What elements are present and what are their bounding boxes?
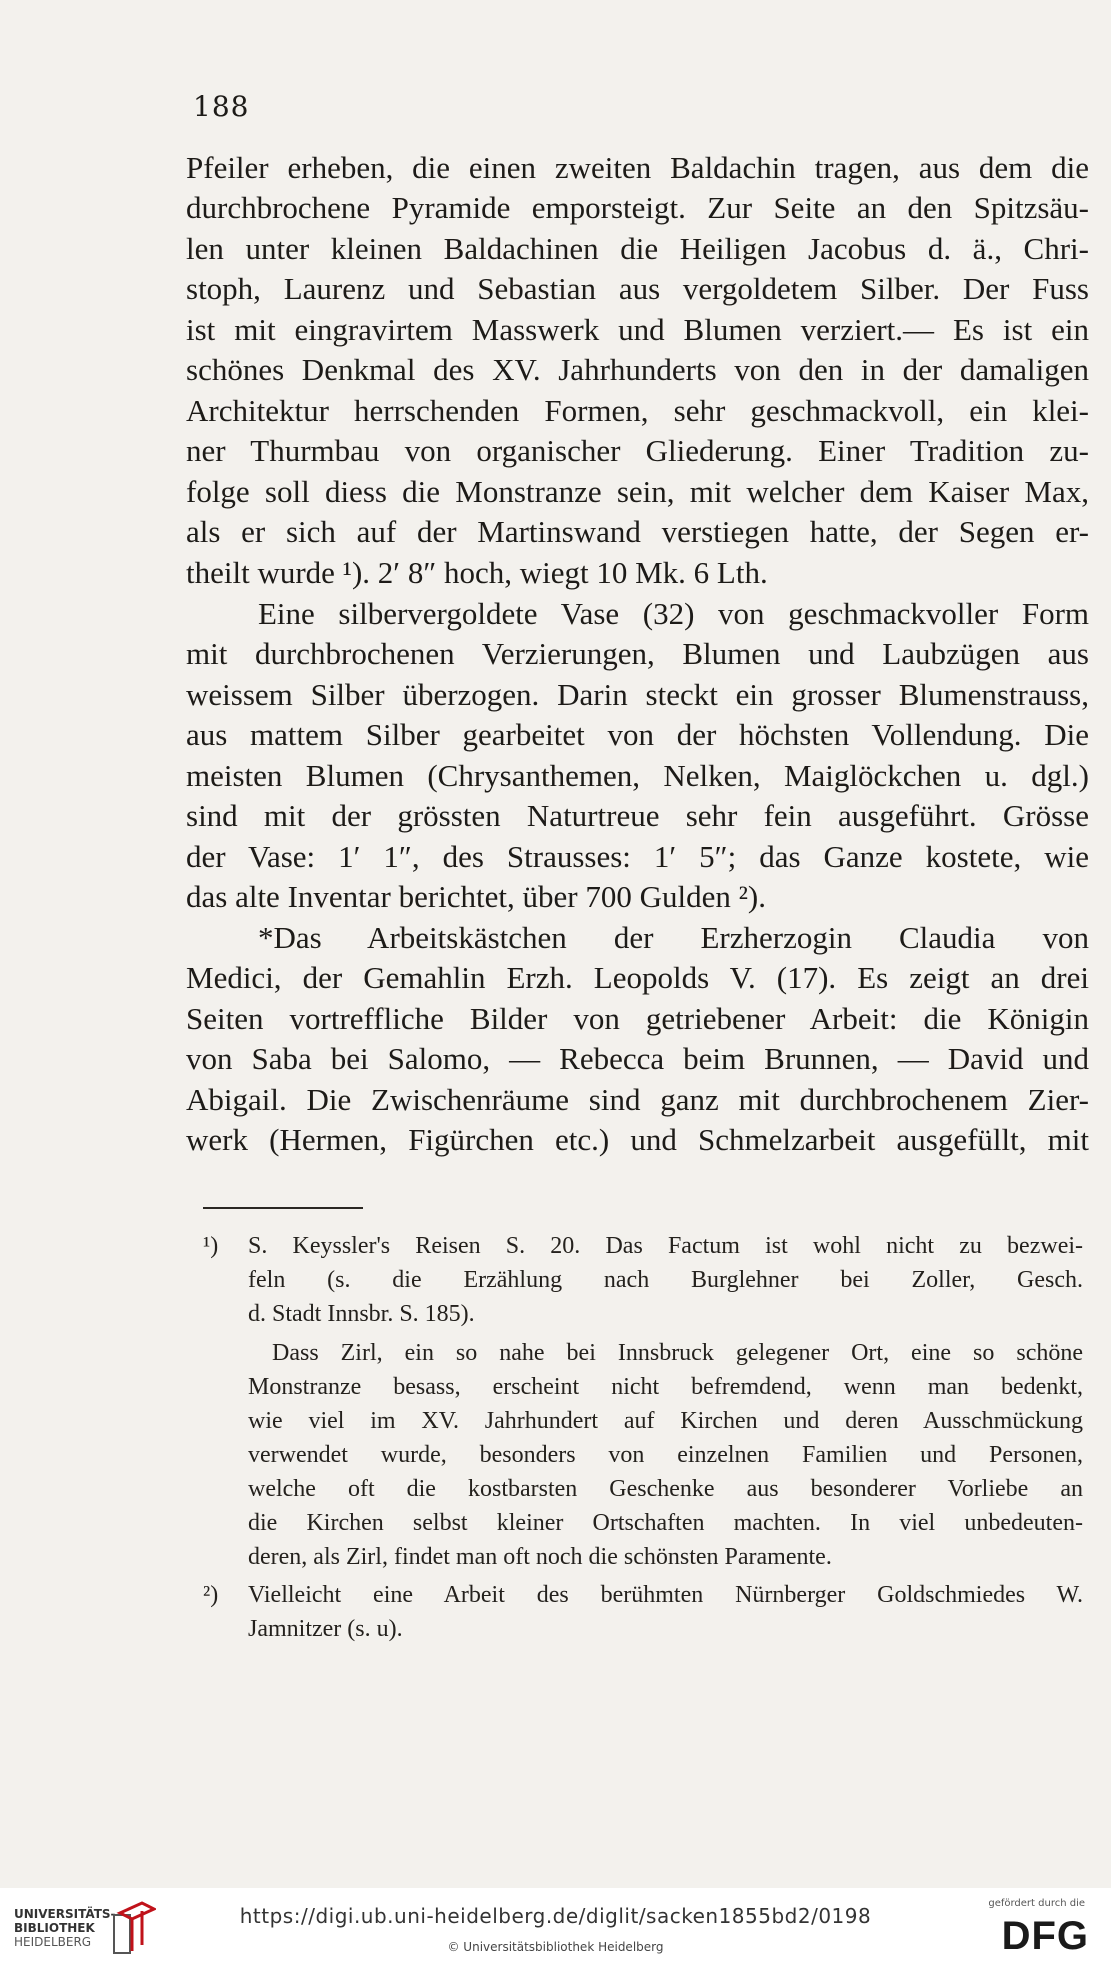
viewer-footer — [0, 1888, 1111, 1968]
text-line: von Saba bei Salomo, — Rebecca beim Brunnen, — David und — [186, 1041, 1089, 1076]
text-line: durchbrochene Pyramide emporsteigt. Zur Seite an den Spitzsäu- — [186, 190, 1089, 225]
text-line: Abigail. Die Zwischenräume sind ganz mit durchbrochenem Zier- — [186, 1082, 1089, 1117]
text-line: folge soll diess die Monstranze sein, mit welcher dem Kaiser Max, — [186, 474, 1089, 509]
text-line: ist mit eingravirtem Masswerk und Blumen verziert.— Es ist ein — [186, 312, 1089, 347]
footnote-line: die Kirchen selbst kleiner Ortschaften machten. In viel unbedeuten- — [248, 1510, 1083, 1536]
text-line: der Vase: 1′ 1″, des Strausses: 1′ 5″; das Ganze kostete, wie — [186, 839, 1089, 874]
footnote-line: Monstranze besass, erscheint nicht befremdend, wenn man bedenkt, — [248, 1374, 1083, 1400]
dfg-logo: DFG — [1001, 1914, 1089, 1958]
funding-note: gefördert durch die — [988, 1898, 1085, 1909]
footnote-marker: ¹) — [203, 1233, 219, 1259]
text-line: stoph, Laurenz und Sebastian aus vergoldetem Silber. Der Fuss — [186, 271, 1089, 306]
logo-line: BIBLIOTHEK — [14, 1921, 95, 1935]
footnote-line: wie viel im XV. Jahrhundert auf Kirchen und deren Ausschmückung — [248, 1408, 1083, 1434]
copyright-notice: © Universitätsbibliothek Heidelberg — [447, 1940, 664, 1954]
footnote-separator — [203, 1207, 363, 1209]
text-line: Architektur herrschenden Formen, sehr geschmackvoll, ein klei- — [186, 393, 1089, 428]
text-line: Pfeiler erheben, die einen zweiten Baldachin tragen, aus dem die — [186, 150, 1089, 185]
text-line: len unter kleinen Baldachinen die Heiligen Jacobus d. ä., Chri- — [186, 231, 1089, 266]
footnote-line: Jamnitzer (s. u). — [248, 1616, 403, 1642]
footnote-line: Vielleicht eine Arbeit des berühmten Nürnberger Goldschmiedes W. — [248, 1582, 1083, 1608]
logo-line: HEIDELBERG — [14, 1935, 92, 1949]
footnote-marker: ²) — [203, 1582, 219, 1608]
text-line: mit durchbrochenen Verzierungen, Blumen und Laubzügen aus — [186, 636, 1089, 671]
footnote-line: welche oft die kostbarsten Geschenke aus besonderer Vorliebe an — [248, 1476, 1083, 1502]
text-line: als er sich auf der Martinswand verstiegen hatte, der Segen er- — [186, 514, 1089, 549]
footnote-line: d. Stadt Innsbr. S. 185). — [248, 1301, 475, 1327]
text-line: meisten Blumen (Chrysanthemen, Nelken, Maiglöckchen u. dgl.) — [186, 758, 1089, 793]
text-line: schönes Denkmal des XV. Jahrhunderts von den in der damaligen — [186, 352, 1089, 387]
footnote-line: verwendet wurde, besonders von einzelnen Familien und Personen, — [248, 1442, 1083, 1468]
permalink-url[interactable]: https://digi.ub.uni-heidelberg.de/diglit/sacken1855bd2/0198 — [239, 1904, 872, 1928]
text-line: Medici, der Gemahlin Erzh. Leopolds V. (17). Es zeigt an drei — [186, 960, 1089, 995]
footnote-line: S. Keyssler's Reisen S. 20. Das Factum ist wohl nicht zu bezwei- — [248, 1233, 1083, 1259]
footnote-line: deren, als Zirl, findet man oft noch die schönsten Paramente. — [248, 1544, 832, 1570]
text-line: werk (Hermen, Figürchen etc.) und Schmelzarbeit ausgefüllt, mit — [186, 1122, 1089, 1157]
text-line: aus mattem Silber gearbeitet von der höchsten Vollendung. Die — [186, 717, 1089, 752]
footnote-line: Dass Zirl, ein so nahe bei Innsbruck gelegener Ort, eine so schöne — [272, 1340, 1083, 1366]
logo-line: UNIVERSITÄTS- — [14, 1907, 116, 1921]
text-line: ner Thurmbau von organischer Gliederung. Einer Tradition zu- — [186, 433, 1089, 468]
text-line: theilt wurde ¹). 2′ 8″ hoch, wiegt 10 Mk. 6 Lth. — [186, 555, 768, 590]
page-number: 188 — [193, 90, 250, 123]
text-line: Seiten vortreffliche Bilder von getriebener Arbeit: die Königin — [186, 1001, 1089, 1036]
paragraph-start: Eine silbervergoldete Vase (32) von geschmackvoller Form — [258, 596, 1089, 631]
footnote-line: feln (s. die Erzählung nach Burglehner bei Zoller, Gesch. — [248, 1267, 1083, 1293]
paragraph-start: *Das Arbeitskästchen der Erzherzogin Claudia von — [258, 920, 1089, 955]
text-line: das alte Inventar berichtet, über 700 Gulden ²). — [186, 879, 766, 914]
text-line: weissem Silber überzogen. Darin steckt ein grosser Blumenstrauss, — [186, 677, 1089, 712]
text-line: sind mit der grössten Naturtreue sehr fein ausgeführt. Grösse — [186, 798, 1089, 833]
